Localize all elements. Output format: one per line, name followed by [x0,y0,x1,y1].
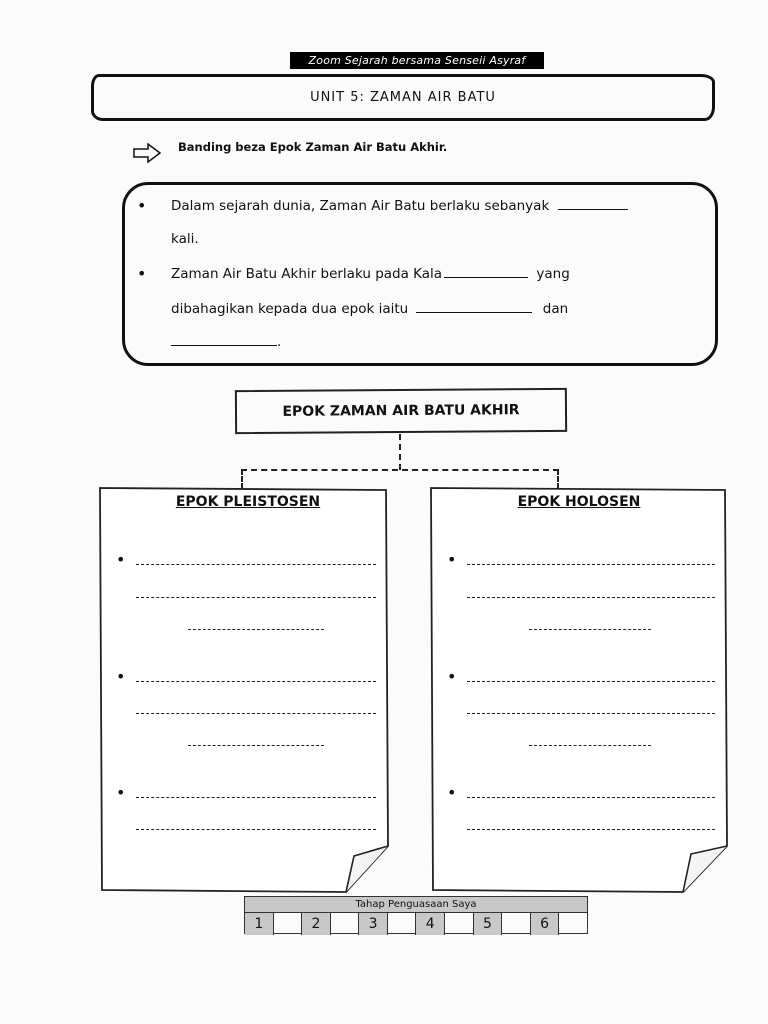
pleistosen-line-2a[interactable] [136,681,376,682]
mastery-check-1[interactable] [274,913,303,935]
holosen-bullet-1: • [447,550,457,569]
pleistosen-bullet-3: • [116,783,126,802]
question-2-end: . [277,334,282,350]
holosen-box [429,486,729,896]
instruction-text: Banding beza Epok Zaman Air Batu Akhir. [178,140,448,154]
paper-outline-left [98,486,398,896]
question-2-line-3 [171,333,281,350]
mastery-level-6: 6 [531,913,560,935]
holosen-line-1a[interactable] [467,564,715,565]
paper-outline-right [429,486,729,896]
holosen-line-1b[interactable] [467,597,715,598]
pleistosen-line-1a[interactable] [136,564,376,565]
holosen-line-3b[interactable] [467,829,715,830]
unit-title-banner: UNIT 5: ZAMAN AIR BATU [91,74,715,121]
answer-blank-count[interactable] [558,197,628,210]
diagram-header: EPOK ZAMAN AIR BATU AKHIR [235,388,567,434]
question-box [122,182,718,366]
connector-vertical [399,434,401,470]
mastery-level-4: 4 [416,913,445,935]
answer-blank-epok-2[interactable] [171,333,277,346]
question-2-line-2 [171,300,568,317]
holosen-bullet-3: • [447,783,457,802]
answer-blank-epok-1[interactable] [416,300,532,313]
question-2-text-2: yang [536,266,570,282]
pleistosen-bullet-1: • [116,550,126,569]
pleistosen-line-1b[interactable] [136,597,376,598]
question-2-text: Zaman Air Batu Akhir berlaku pada Kala [171,266,443,282]
mastery-check-4[interactable] [445,913,474,935]
mastery-check-2[interactable] [331,913,360,935]
question-2-text-4: dan [542,301,569,317]
answer-blank-kala[interactable] [444,265,528,278]
mastery-level-1: 1 [245,913,274,935]
pleistosen-box [98,486,398,896]
holosen-line-2b[interactable] [467,713,715,714]
pleistosen-line-2b[interactable] [136,713,376,714]
holosen-line-3a[interactable] [467,797,715,798]
question-1-line-1 [171,197,628,214]
bullet-1: • [137,196,147,215]
mastery-check-5[interactable] [502,913,531,935]
pleistosen-bullet-2: • [116,667,126,686]
question-2-line-1 [171,265,570,282]
holosen-line-2a[interactable] [467,681,715,682]
connector-horizontal [241,469,559,471]
mastery-check-6[interactable] [559,913,587,935]
mastery-level-5: 5 [474,913,503,935]
mastery-table [244,896,588,934]
pleistosen-line-3a[interactable] [136,797,376,798]
bullet-2: • [137,264,147,283]
question-1-text-2: kali. [171,231,199,247]
mastery-row [245,913,587,935]
pleistosen-title: EPOK PLEISTOSEN [175,494,321,510]
question-2-text-3: dibahagikan kepada dua epok iaitu [171,301,409,317]
pleistosen-line-3b[interactable] [136,829,376,830]
mastery-level-2: 2 [302,913,331,935]
holosen-line-1c[interactable] [529,629,651,630]
mastery-check-3[interactable] [388,913,417,935]
mastery-title: Tahap Penguasaan Saya [245,897,587,913]
holosen-line-2c[interactable] [529,745,651,746]
mastery-level-3: 3 [359,913,388,935]
page-header-label: Zoom Sejarah bersama Senseii Asyraf [290,52,544,69]
holosen-bullet-2: • [447,667,457,686]
pleistosen-line-1c[interactable] [188,629,324,630]
right-arrow-icon [132,143,162,163]
holosen-title: EPOK HOLOSEN [517,494,641,510]
question-1-text: Dalam sejarah dunia, Zaman Air Batu berlaku sebanyak [171,198,550,214]
pleistosen-line-2c[interactable] [188,745,324,746]
